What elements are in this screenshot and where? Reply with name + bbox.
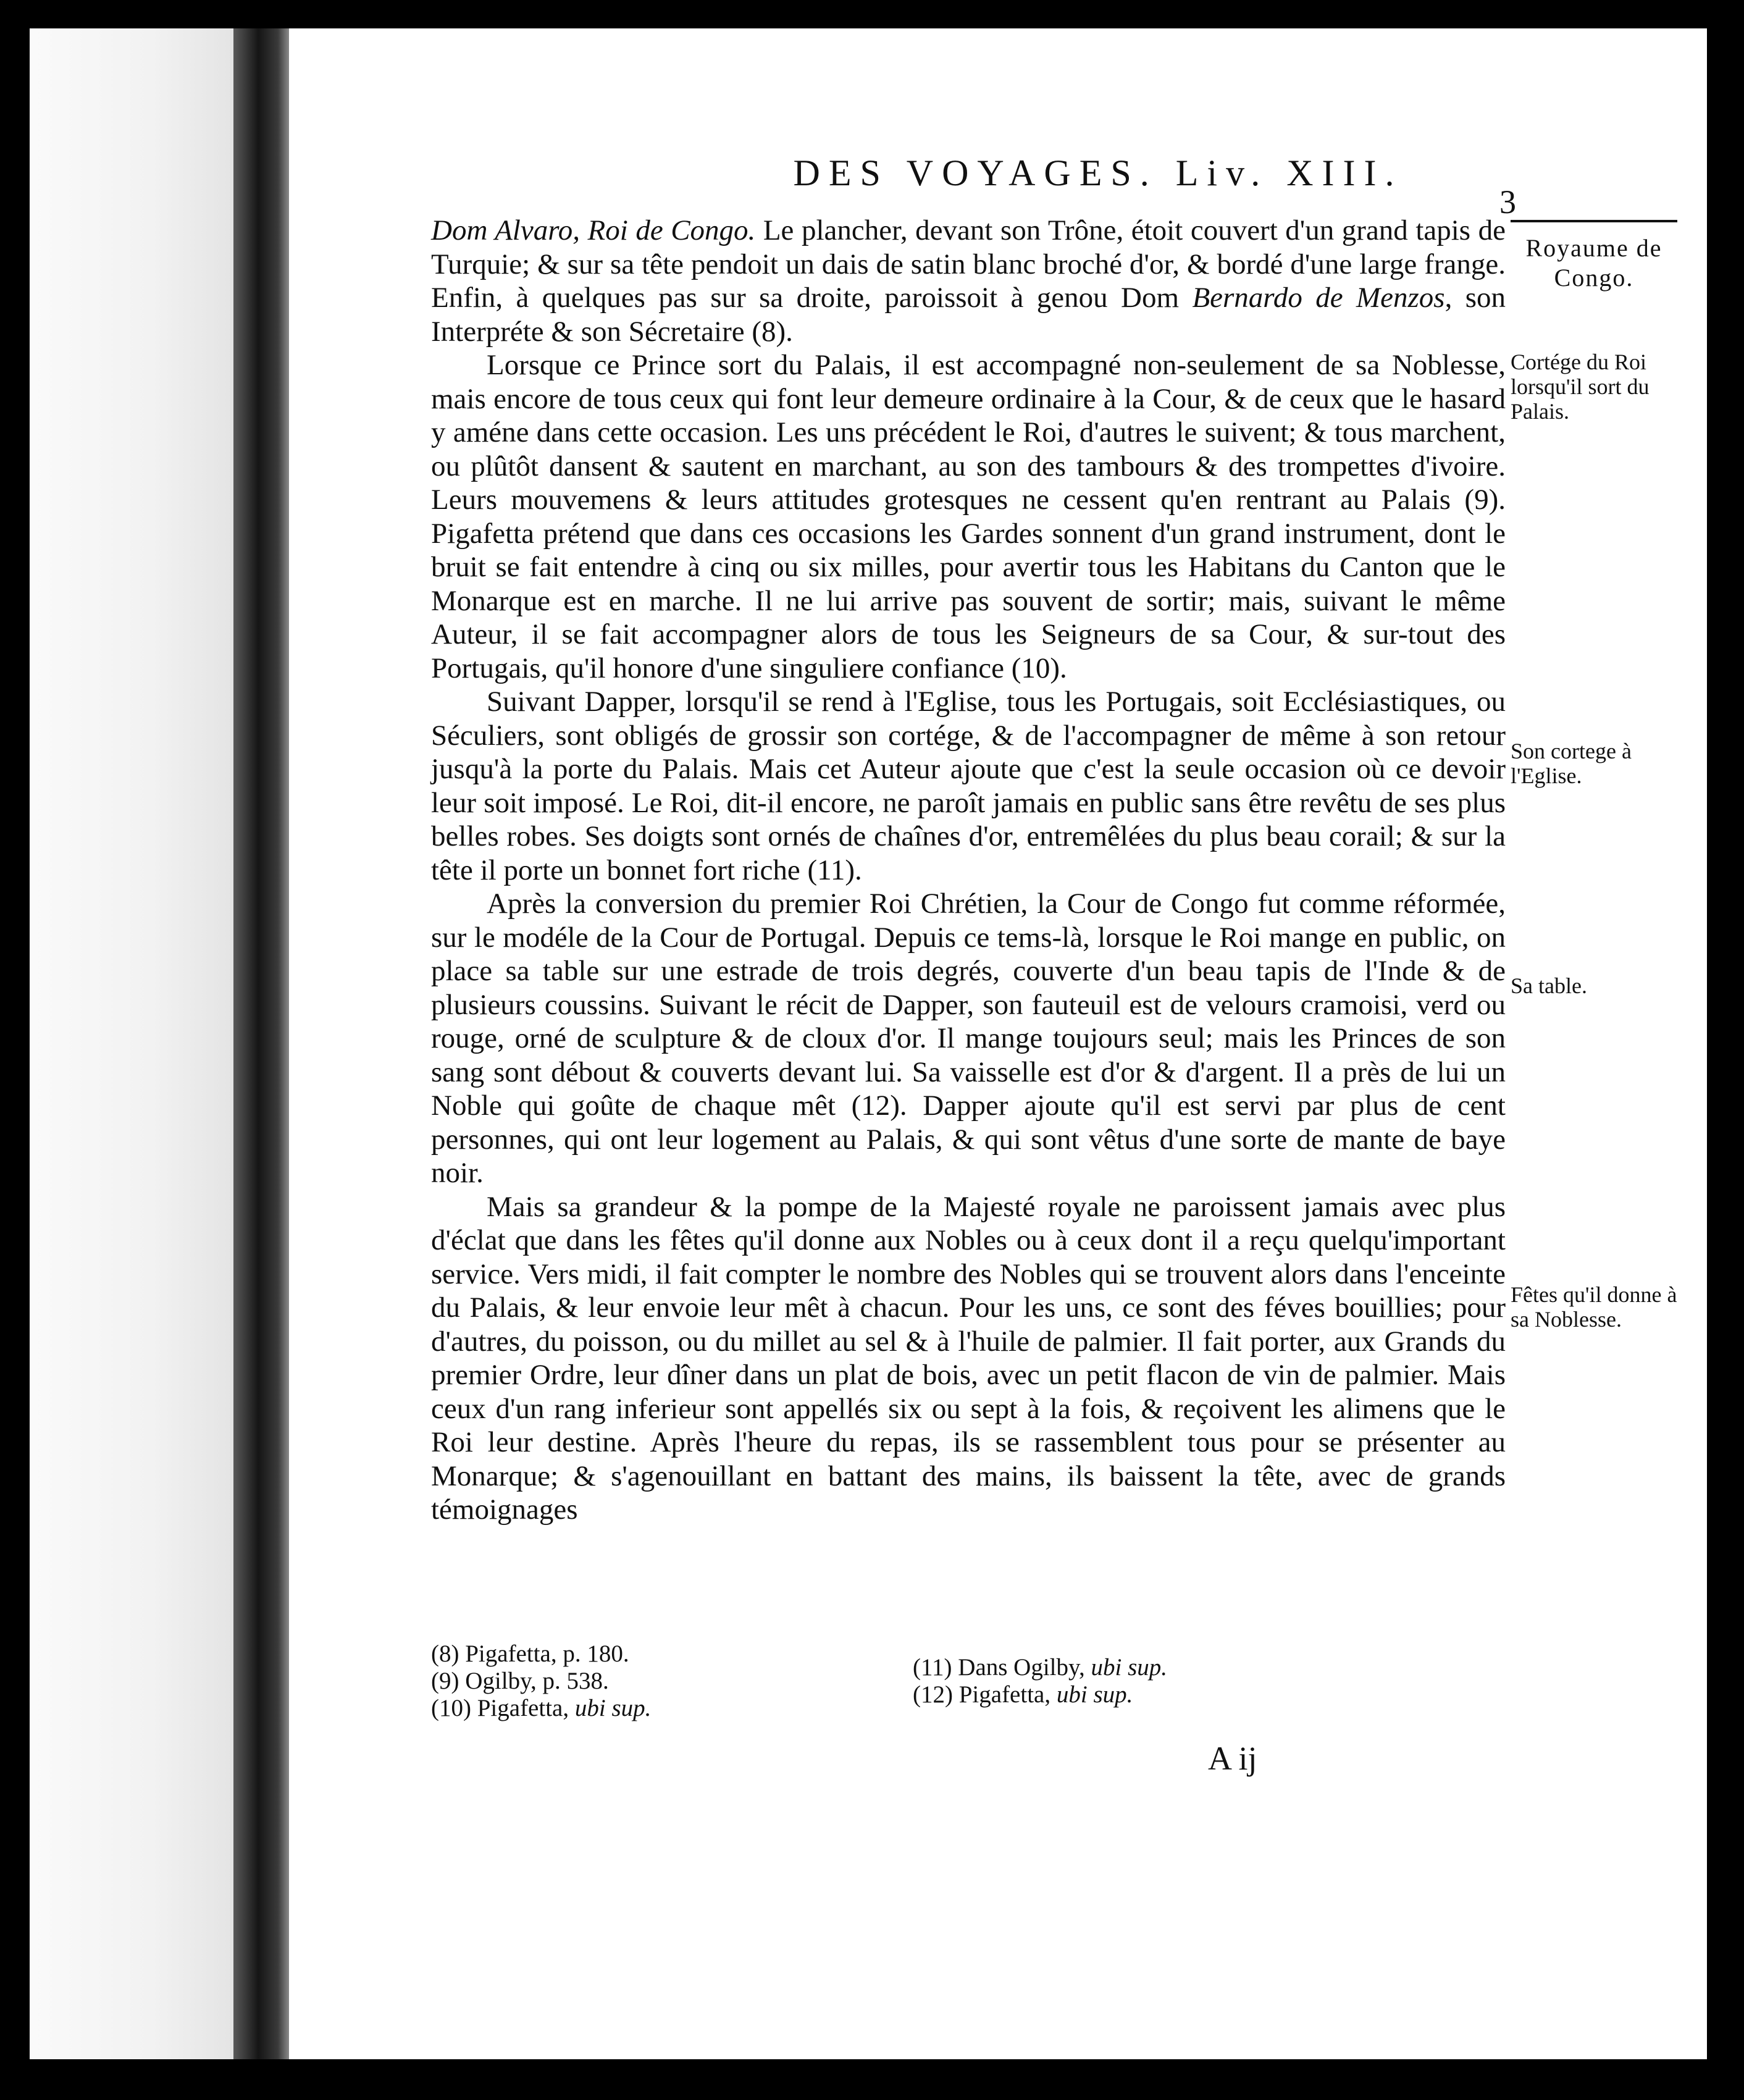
footnote-10	[431, 1695, 876, 1722]
signature-mark: A ij	[1208, 1740, 1257, 1777]
paragraph-2: Lorsque ce Prince sort du Palais, il est accompagné non-seulement de sa Noblesse, mais encore de tous ceux qui font leur demeure ordinaire à la Cour, & de ceux que le hasard y améne dans cette occasion. Les uns précédent le Roi, d'autres le suivent; & tous marchent, ou plûtôt dansent & sautent en marchant, au son des tambours & des trompettes d'ivoire. Leurs mouvemens & leurs attitudes grotesques ne cessent qu'en rentrant au Palais (9). Pigafetta prétend que dans ces occasions les Gardes sonnent d'un grand instrument, dont le bruit se fait entendre à cinq ou six milles, pour avertir tous les Habitans du Canton que le Monarque est en marche. Il ne lui arrive pas souvent de sortir; mais, suivant le même Auteur, il se fait accompagner alors de tous les Seigneurs de sa Cour, & sur-tout des Portugais, qu'il honore d'une singuliere confiance (10).	[431, 349, 1506, 684]
facing-page-edge	[30, 28, 233, 2059]
footnote-italic: ubi sup.	[574, 1695, 652, 1721]
footnote-9	[431, 1668, 876, 1695]
footnotes-right-column	[913, 1654, 1469, 1708]
margin-note-eglise: Son cortege à l'Eglise.	[1511, 739, 1632, 788]
margin-note-cortege: Cortége du Roi lorsqu'il sort du Palais.	[1511, 350, 1650, 424]
footnote-number: (8)	[431, 1640, 459, 1667]
margin-note-fetes: Fêtes qu'il donne à sa Noblesse.	[1511, 1282, 1677, 1332]
footnote-text: Pigafetta, p. 180.	[465, 1640, 629, 1667]
scanned-page-frame	[30, 28, 1707, 2059]
book-page	[289, 28, 1707, 2059]
running-head: DES VOYAGES. Liv. XIII.	[793, 153, 1403, 193]
footnote-12	[913, 1681, 1469, 1708]
paragraph-1-italic-lead: Dom Alvaro, Roi de Congo.	[431, 214, 756, 246]
body-text	[431, 214, 1506, 1527]
footnote-number: (10)	[431, 1695, 471, 1721]
footnote-italic: ubi sup.	[1056, 1681, 1133, 1708]
footnote-text: Dans Ogilby,	[958, 1654, 1091, 1681]
footnote-8	[431, 1640, 876, 1668]
paragraph-5: Mais sa grandeur & la pompe de la Majesté royale ne paroissent jamais avec plus d'éclat que dans les fêtes qu'il donne aux Nobles ou à ceux dont il a reçu quelqu'important service. Vers midi, il fait compter le nombre des Nobles qui se trouvent alors dans l'enceinte du Palais, & leur envoie leur mêt à chacun. Pour les uns, ce sont des féves bouillies; pour d'autres, du poisson, ou du millet au sel & à l'huile de palmier. Il fait porter, aux Grands du premier Ordre, leur dîner dans un plat de bois, avec un petit flacon de vin de palmier. Mais ceux d'un rang inferieur sont appellés six ou sept à la fois, & reçoivent les alimens que le Roi leur destine. Après l'heure du repas, ils se rassemblent tous pour se présenter au Monarque; & s'agenouillant en battant des mains, ils baissent la tête, avec de grands témoignages	[431, 1190, 1506, 1526]
footnote-text: Pigafetta,	[958, 1681, 1057, 1708]
footnote-text: Pigafetta,	[477, 1695, 575, 1721]
footnote-text: Ogilby, p. 538.	[465, 1668, 609, 1694]
paragraph-1-italic-name: Bernardo de Menzos	[1192, 282, 1445, 314]
book-spine-shadow	[233, 28, 289, 2059]
page-number: 3	[1499, 183, 1516, 220]
footnote-number: (9)	[431, 1668, 459, 1694]
footnote-number: (11)	[913, 1654, 952, 1681]
paragraph-1-text: Le plancher, devant son Trône, étoit couvert d'un grand tapis de Turquie; & sur sa tête pendoit un dais de satin blanc broché d'or, & bordé d'une large frange. Enfin, à quelques pas sur sa droite, paroissoit à genou Dom	[431, 214, 1506, 314]
margin-note-royaume: Royaume de Congo.	[1511, 220, 1677, 293]
paragraph-4: Après la conversion du premier Roi Chrétien, la Cour de Congo fut comme réformée, sur le modéle de la Cour de Portugal. Depuis ce tems-là, lorsque le Roi mange en public, on place sa table sur une estrade de trois degrés, couverte d'un beau tapis de l'Inde & de plusieurs coussins. Suivant le récit de Dapper, son fauteuil est de velours cramoisi, verd ou rouge, orné de sculpture & de cloux d'or. Il mange toujours seul; mais les Princes de son sang sont débout & couverts devant lui. Sa vaisselle est d'or & d'argent. Il a près de lui un Noble qui goûte de chaque mêt (12). Dapper ajoute qu'il est servi par plus de cent personnes, qui ont leur logement au Palais, & qui sont vêtus d'une sorte de mante de baye noir.	[431, 888, 1506, 1189]
paragraph-1	[431, 214, 1506, 348]
footnotes-left-column	[431, 1640, 876, 1722]
footnote-11	[913, 1654, 1469, 1681]
footnote-number: (12)	[913, 1681, 953, 1708]
margin-note-table: Sa table.	[1511, 973, 1587, 998]
footnote-italic: ubi sup.	[1091, 1654, 1168, 1681]
paragraph-3: Suivant Dapper, lorsqu'il se rend à l'Eglise, tous les Portugais, soit Ecclésiastiques, ou Séculiers, sont obligés de grossir son cortége, & de l'accompagner de même à son retour jusqu'à la porte du Palais. Mais cet Auteur ajoute que c'est la seule occasion où ce devoir leur soit imposé. Le Roi, dit-il encore, ne paroît jamais en public sans être revêtu de ses plus belles robes. Ses doigts sont ornés de chaînes d'or, entremêlées du plus beau corail; & sur la tête il porte un bonnet fort riche (11).	[431, 686, 1506, 886]
paragraph-1-text-end: , son Interpréte & son Sécretaire (8).	[431, 282, 1506, 348]
